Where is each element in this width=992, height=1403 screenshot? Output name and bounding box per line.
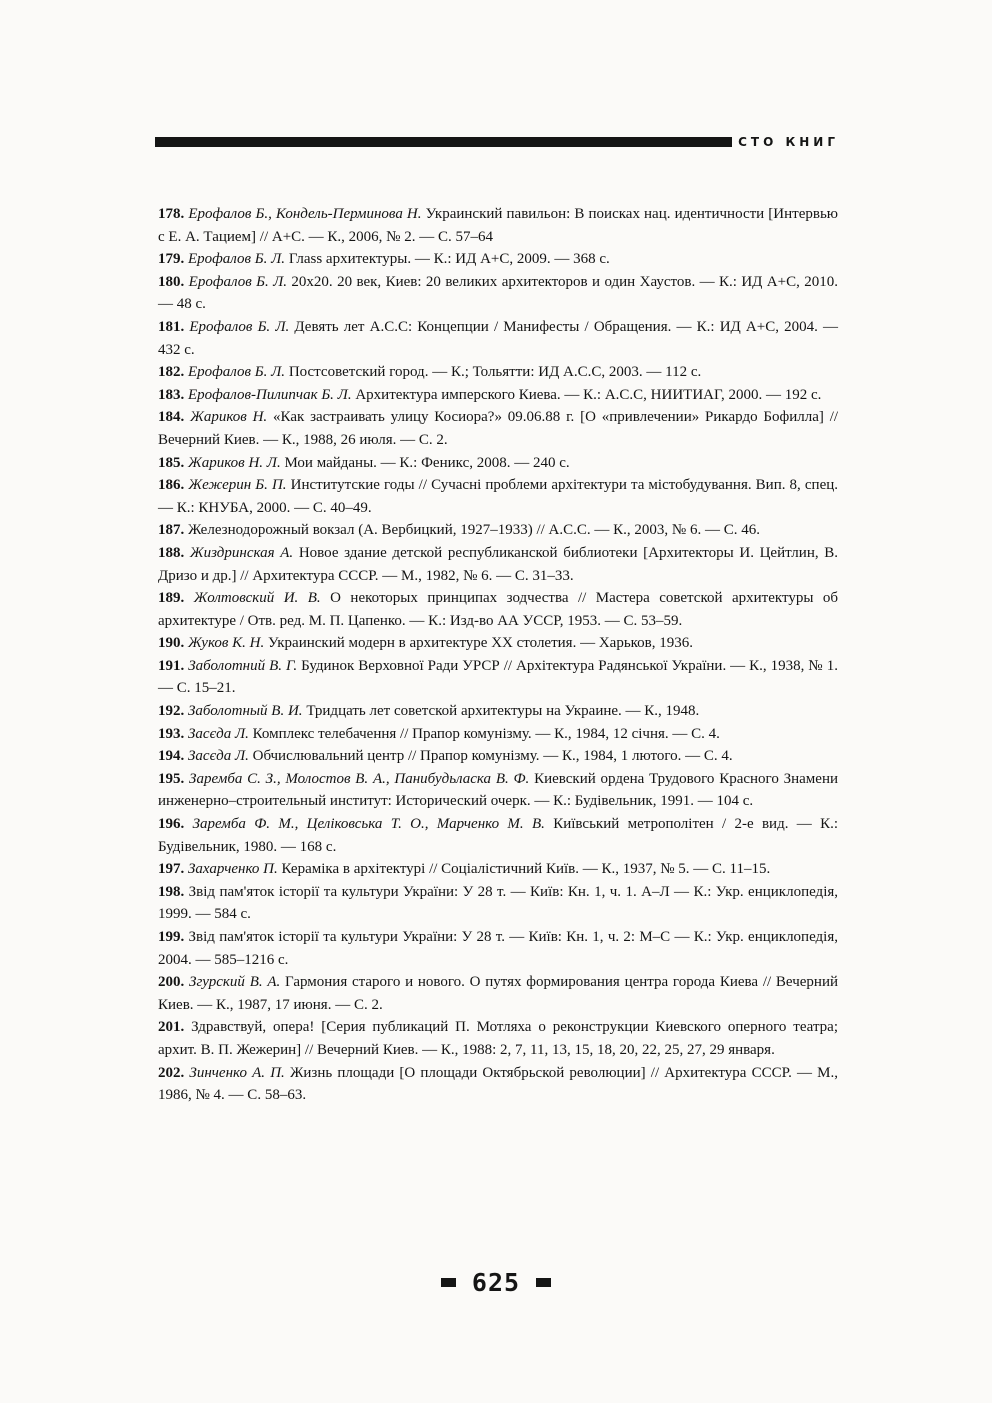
entry-number: 196. [158, 816, 185, 833]
entry-number: 179. [158, 251, 185, 268]
bibliography-entry [158, 632, 838, 655]
entry-number: 186. [158, 477, 185, 494]
entry-number: 200. [158, 974, 185, 991]
entry-text: Девять лет А.С.С: Концепции / Манифесты / Обращения. — К.: ИД А+С, 2004. — 432 с. [158, 318, 838, 358]
entry-authors: Жежерин Б. П. [188, 477, 287, 494]
entry-number: 191. [158, 657, 185, 674]
entry-number: 199. [158, 929, 185, 945]
entry-number: 188. [158, 544, 185, 561]
bibliography-entry [158, 813, 838, 858]
entry-text: Постсоветский город. — К.; Тольятти: ИД А.С.С, 2003. — 112 с. [288, 364, 702, 381]
entry-text: Комплекс телебачення // Прапор комунізму. — К., 1984, 12 січня. — С. 4. [252, 725, 720, 742]
entry-text: Здравствуй, опера! [Серия публикаций П. Мотляха о реконструкции Киевского оперного театра; архит. В. П. Жежерин] // Вечерний Киев. — К., 1988: 2, 7, 11, 13, 15, 18, 20, 22, 25, 27, 29 января. [158, 1019, 839, 1058]
entry-authors: Ерофалов Б. Л. [188, 364, 286, 381]
bibliography-entry [158, 768, 838, 813]
entry-number: 181. [158, 318, 185, 335]
bibliography-entry [158, 452, 838, 475]
bibliography-entry [158, 519, 838, 542]
entry-number: 198. [158, 883, 185, 900]
entry-number: 195. [158, 770, 185, 787]
bibliography-entry [158, 723, 838, 746]
bibliography-entry [158, 271, 838, 316]
bibliography-entry [158, 1016, 838, 1061]
entry-text: О некоторых принципах зодчества // Мастера советской архитектуры об архитектуре / Отв. ред. М. П. Цапенко. — К.: Изд-во АА УССР, 1953. — С. 53–59. [158, 590, 838, 629]
entry-text: Институтские годы // Сучасні проблеми архітектури та містобудування. Вип. 8, спец. — К.: КНУБА, 2000. — С. 40–49. [158, 477, 839, 516]
entry-authors: Жариков Н. [190, 409, 268, 426]
entry-authors: Заболотный В. И. [188, 703, 303, 720]
bibliography-entry [158, 700, 838, 723]
entry-text: Глass архитектуры. — К.: ИД А+С, 2009. — 368 с. [288, 251, 610, 268]
entry-text: Звід пам'яток історії та культури України: У 28 т. — Київ: Кн. 1, ч. 1. А–Л — К.: Укр. енциклопедія, 1999. — 584 с. [158, 883, 839, 923]
entry-authors: Згурский В. А. [189, 974, 281, 991]
entry-text: Гармония старого и нового. О путях формирования центра города Киева // Вечерний Киев. — К., 1987, 17 июня. — С. 2. [158, 974, 838, 1013]
entry-text: Новое здание детской республиканской библиотеки [Архитекторы И. Цейтлин, В. Дризо и др.] // Архитектура СССР. — М., 1982, № 6. — С. 31–33. [158, 544, 838, 584]
bibliography-entry [158, 203, 838, 248]
page-number: 625 [471, 1268, 521, 1297]
bibliography-entry [158, 316, 838, 361]
entry-number: 192. [158, 703, 185, 720]
entry-text: Обчислювальний центр // Прапор комунізму. — К., 1984, 1 лютого. — С. 4. [252, 748, 733, 765]
entry-authors: Ерофалов Б. Л. [188, 273, 288, 290]
footer-right-square [536, 1278, 551, 1287]
bibliography-entry [158, 542, 838, 587]
entry-number: 194. [158, 748, 185, 765]
bibliography-entry [158, 248, 838, 271]
page-footer [0, 1268, 992, 1297]
entry-text: Звід пам'яток історії та культури України: У 28 т. — Київ: Кн. 1, ч. 2: М–С — К.: Укр. енциклопедія, 2004. — 585–1216 с. [158, 929, 838, 968]
entry-number: 202. [158, 1064, 185, 1081]
entry-authors: Ерофалов Б. Л. [188, 251, 286, 268]
entry-authors: Зинченко А. П. [189, 1064, 285, 1081]
running-header [155, 134, 839, 150]
entry-number: 193. [158, 725, 185, 742]
footer-left-square [441, 1278, 456, 1287]
entry-text: Мои майданы. — К.: Феникс, 2008. — 240 с. [284, 454, 570, 471]
entry-number: 182. [158, 364, 185, 381]
entry-number: 187. [158, 522, 185, 539]
entry-authors: Ерофалов-Пилипчак Б. Л. [188, 386, 352, 403]
entry-authors: Жариков Н. Л. [188, 454, 281, 471]
entry-number: 184. [158, 409, 185, 426]
entry-authors: Заремба Ф. М., Целіковська Т. О., Марченко М. В. [192, 816, 545, 833]
bibliography-entry [158, 587, 838, 632]
bibliography-entry [158, 655, 838, 700]
entry-number: 197. [158, 861, 185, 878]
bibliography-entry [158, 384, 838, 407]
entry-number: 180. [158, 273, 185, 290]
entry-authors: Ерофалов Б., Кондель-Перминова Н. [188, 206, 422, 222]
entry-authors: Захарченко П. [188, 861, 278, 878]
entry-text: Жизнь площади [О площади Октябрьской революции] // Архитектура СССР. — М., 1986, № 4. — С. 58–63. [158, 1064, 838, 1104]
bibliography-entry [158, 858, 838, 881]
entry-text: Украинский модерн в архитектуре XX столетия. — Харьков, 1936. [267, 635, 694, 652]
bibliography-entry [158, 406, 838, 451]
entry-text: Украинский павильон: В поисках нац. идентичности [Интервью с Е. А. Тацием] // А+С. — К., 2006, № 2. — С. 57–64 [158, 206, 838, 245]
entry-text: Київський метрополітен / 2-е вид. — К.: Будівельник, 1980. — 168 с. [158, 816, 839, 855]
entry-authors: Жиздринская А. [189, 544, 294, 561]
entry-text: Архитектура имперского Киева. — К.: А.С.С, НИИТИАГ, 2000. — 192 с. [355, 386, 822, 403]
entry-text: Тридцать лет советской архитектуры на Украине. — К., 1948. [306, 703, 700, 720]
entry-number: 178. [158, 206, 185, 222]
entry-number: 190. [158, 635, 185, 652]
bibliography-entry [158, 361, 838, 384]
entry-text: Будинок Верховної Ради УРСР // Архітектура Радянської України. — К., 1938, № 1. — С. 15–21. [158, 657, 839, 697]
entry-number: 185. [158, 454, 185, 471]
entry-authors: Засєда Л. [188, 748, 249, 765]
bibliography-entry [158, 474, 838, 519]
entry-authors: Ерофалов Б. Л. [189, 318, 290, 335]
entry-authors: Жуков К. Н. [188, 635, 265, 652]
entry-text: 20х20. 20 век, Киев: 20 великих архитекторов и один Хаустов. — К.: ИД А+С, 2010. — 48 с. [158, 273, 838, 313]
entry-authors: Жолтовский И. В. [193, 590, 321, 607]
bibliography-list [158, 203, 838, 1107]
bibliography-entry [158, 926, 838, 971]
bibliography-entry [158, 881, 838, 926]
bibliography-entry [158, 1062, 838, 1107]
entry-number: 189. [158, 590, 185, 607]
entry-text: Киевский ордена Трудового Красного Знамени инженерно–строительный институт: Исторический очерк. — К.: Будівельник, 1991. — 104 с. [158, 770, 839, 810]
entry-text: Кераміка в архітектурі // Соціалістичний Київ. — К., 1937, № 5. — С. 11–15. [281, 861, 771, 878]
bibliography-entry [158, 745, 838, 768]
header-title: СТО КНИГ [738, 135, 839, 149]
bibliography-entry [158, 971, 838, 1016]
entry-number: 183. [158, 386, 185, 403]
entry-authors: Засєда Л. [188, 725, 249, 742]
entry-number: 201. [158, 1019, 185, 1036]
entry-authors: Заболотний В. Г. [188, 657, 298, 674]
entry-authors: Заремба С. З., Молостов В. А., Панибудьласка В. Ф. [189, 770, 530, 787]
header-rule [155, 137, 732, 147]
entry-text: «Как застраивать улицу Косиора?» 09.06.88 г. [О «привлечении» Рикардо Бофилла] // Вечерний Киев. — К., 1988, 26 июля. — С. 2. [158, 409, 839, 448]
entry-text: Железнодорожный вокзал (А. Вербицкий, 1927–1933) // А.С.С. — К., 2003, № 6. — С. 46. [188, 522, 760, 539]
